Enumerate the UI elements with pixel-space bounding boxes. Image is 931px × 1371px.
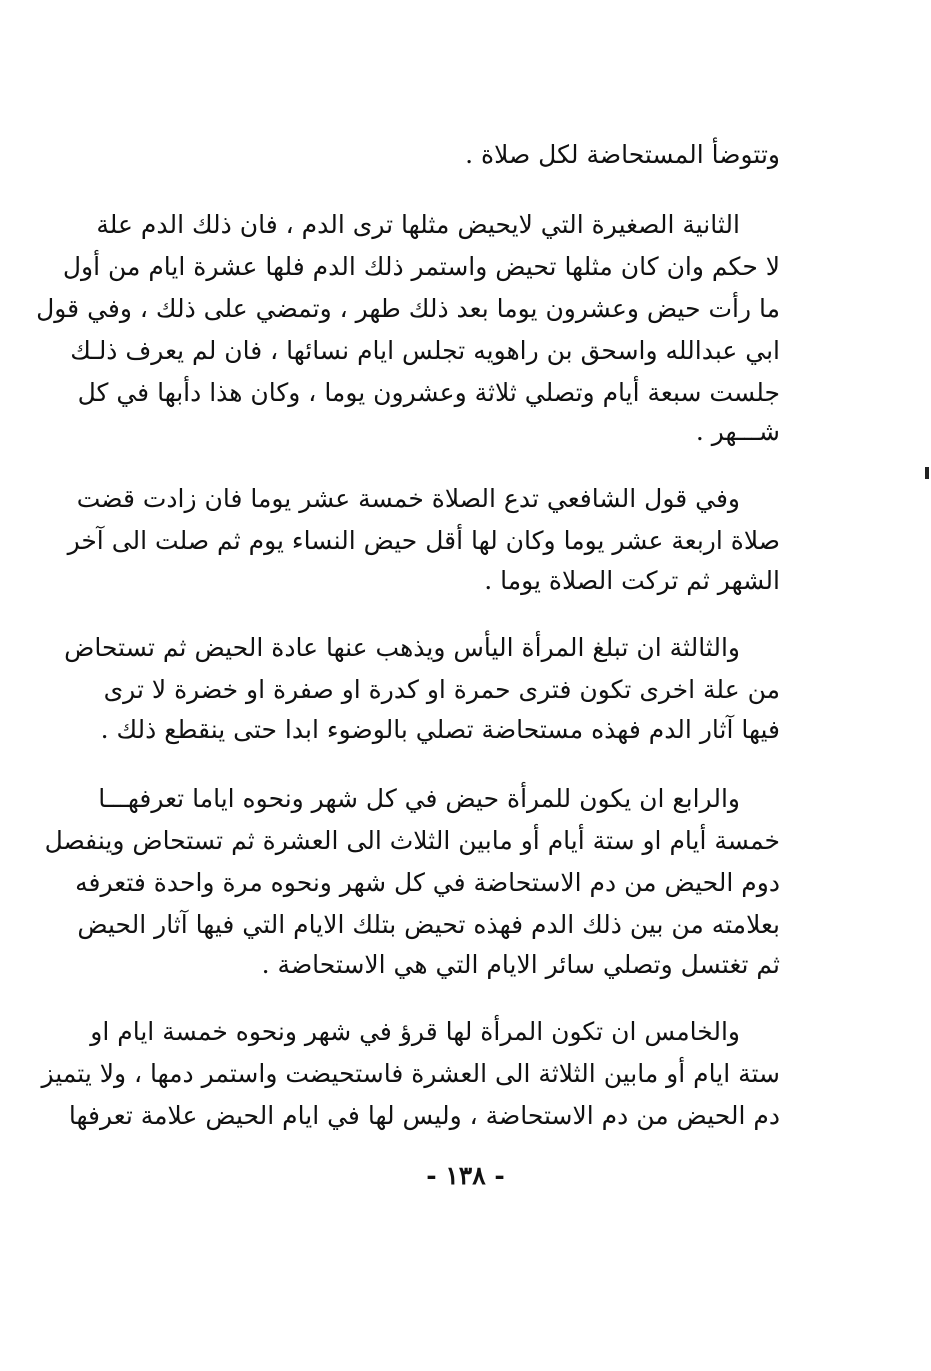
- text-line: من علة اخرى تكون فترى حمرة او كدرة او صفرة او خضرة لا ترى: [103, 675, 780, 704]
- text-line: جلست سبعة أيام وتصلي ثلاثة وعشرون يوما ، وكان هذا دأبها في كل: [77, 378, 780, 407]
- text-line: وتتوضأ المستحاضة لكل صلاة .: [465, 140, 780, 169]
- text-line: شـــهر .: [695, 417, 780, 446]
- page-number: - ١٣٨ -: [426, 1161, 505, 1190]
- text-line: بعلامته من بين ذلك الدم فهذه تحيض بتلك الايام التي فيها آثار الحيض: [77, 910, 780, 939]
- text-line: دم الحيض من دم الاستحاضة ، وليس لها في ايام الحيض علامة تعرفها: [68, 1101, 780, 1130]
- scan-edge-mark: [925, 467, 929, 479]
- text-line: خمسة أيام او ستة أيام أو مابين الثلاث الى العشرة ثم تستحاض وينفصل: [44, 826, 780, 855]
- text-line: وفي قول الشافعي تدع الصلاة خمسة عشر يوما فان زادت قضت: [76, 484, 740, 513]
- text-line: الشهر ثم تركت الصلاة يوما .: [484, 566, 780, 595]
- text-line: فيها آثار الدم فهذه مستحاضة تصلي بالوضوء ابدا حتى ينقطع ذلك .: [100, 715, 780, 744]
- text-line: ابي عبدالله واسحق بن راهويه تجلس ايام نسائها ، فان لم يعرف ذلـك: [70, 336, 780, 365]
- text-line: لا حكم وان كان مثلها تحيض واستمر ذلك الدم فلها عشرة ايام من أول: [62, 252, 780, 281]
- text-line: والخامس ان تكون المرأة لها قرؤ في شهر ونحوه خمسة ايام او: [90, 1017, 740, 1046]
- text-line: الثانية الصغيرة التي لايحيض مثلها ترى الدم ، فان ذلك الدم علة: [96, 210, 740, 239]
- text-line: والرابع ان يكون للمرأة حيض في كل شهر ونحوه اياما تعرفهـــا: [98, 784, 740, 813]
- text-line: دوم الحيض من دم الاستحاضة في كل شهر ونحوه مرة واحدة فتعرفه: [75, 868, 780, 897]
- text-line: والثالثة ان تبلغ المرأة اليأس ويذهب عنها عادة الحيض ثم تستحاض: [64, 633, 740, 662]
- text-line: ما رأت حيض وعشرون يوما بعد ذلك طهر ، وتمضي على ذلك ، وفي قول: [36, 294, 780, 323]
- text-line: ستة ايام أو مابين الثلاثة الى العشرة فاستحيضت واستمر دمها ، ولا يتميز: [41, 1059, 780, 1088]
- text-line: صلاة اربعة عشر يوما وكان لها أقل حيض النساء يوم ثم صلت الى آخر: [67, 526, 780, 555]
- text-line: ثم تغتسل وتصلي سائر الايام التي هي الاستحاضة .: [261, 950, 780, 979]
